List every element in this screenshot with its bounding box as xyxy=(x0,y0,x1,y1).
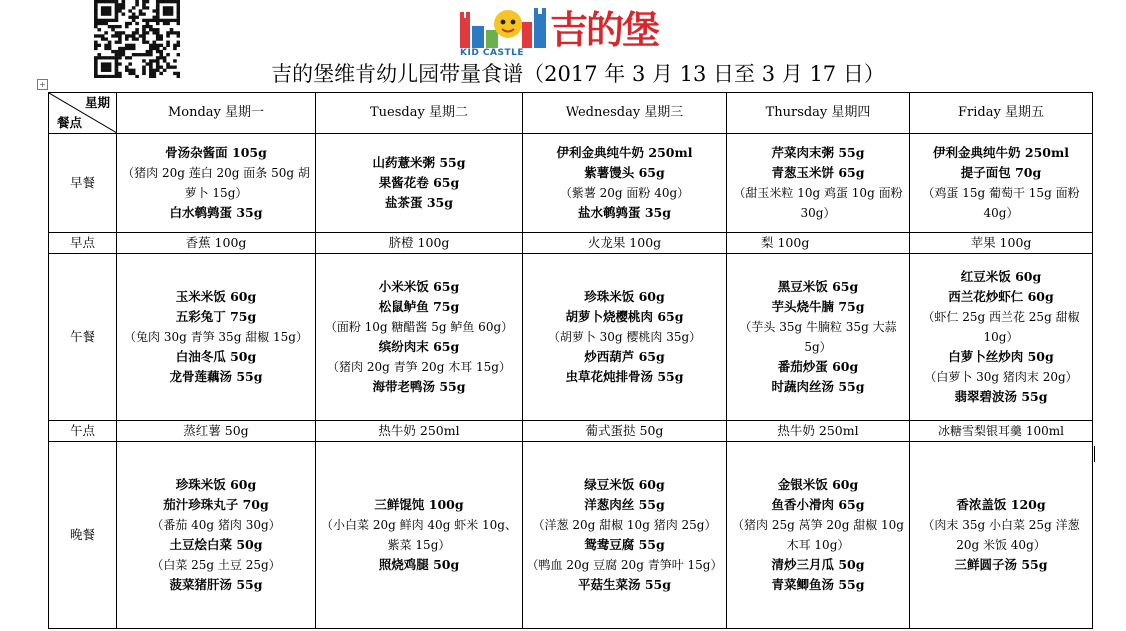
dish-line: 炒西葫芦 65g xyxy=(584,349,665,364)
meal-label-dinner: 晚餐 xyxy=(49,442,117,629)
afternoon-snack-thursday: 热牛奶 250ml xyxy=(727,421,910,442)
dish-line: 芹菜肉末粥 55g xyxy=(771,145,865,160)
dish-line: 海带老鸭汤 55g xyxy=(372,379,466,394)
dish-line: 照烧鸡腿 50g xyxy=(378,557,460,572)
dish-line: 果酱花卷 65g xyxy=(378,175,460,190)
weekly-menu-table xyxy=(48,92,1093,629)
lunch-monday xyxy=(117,254,316,421)
ingredient-line: （肉末 35g 小白菜 25g 洋葱 20g 米饭 40g） xyxy=(922,518,1080,552)
dish-line: 菠菜猪肝汤 55g xyxy=(169,577,263,592)
dish-line: 清炒三月瓜 50g xyxy=(771,557,865,572)
kid-castle-logo xyxy=(458,4,668,62)
dish-line: 鸳鸯豆腐 55g xyxy=(584,537,665,552)
ingredient-line: （面粉 10g 糖醋酱 5g 鲈鱼 60g） xyxy=(324,320,514,334)
dish-line: 金银米饭 60g xyxy=(777,477,859,492)
dish-line: 盐水鹌鹑蛋 35g xyxy=(578,205,671,220)
ingredient-line: （鸭血 20g 豆腐 20g 青笋叶 15g） xyxy=(526,558,723,572)
meal-label-breakfast: 早餐 xyxy=(49,134,117,233)
corner-meal-label: 餐点 xyxy=(57,115,83,130)
ingredient-line: （猪肉 20g 莲白 20g 面条 50g 胡萝卜 15g） xyxy=(122,166,310,200)
corner-weekday-label: 星期 xyxy=(84,95,110,110)
breakfast-monday xyxy=(117,134,316,233)
ingredient-line: （洋葱 20g 甜椒 10g 猪肉 25g） xyxy=(532,518,717,532)
ingredient-line: （紫薯 20g 面粉 40g） xyxy=(559,186,690,200)
morning-snack-friday: 苹果 100g xyxy=(910,233,1093,254)
morning-snack-row xyxy=(49,233,1093,254)
dish-line: 土豆烩白菜 50g xyxy=(169,537,263,552)
dish-line: 番茄炒蛋 60g xyxy=(777,359,859,374)
meal-label-afternoon-snack: 午点 xyxy=(49,421,117,442)
dinner-wednesday xyxy=(523,442,727,629)
dish-line: 五彩兔丁 75g xyxy=(175,309,257,324)
dish-line: 小米米饭 65g xyxy=(378,279,460,294)
afternoon-snack-wednesday: 葡式蛋挞 50g xyxy=(523,421,727,442)
ingredient-line: （芋头 35g 牛腩粒 35g 大蒜 5g） xyxy=(739,320,897,354)
dish-line: 时蔬肉丝汤 55g xyxy=(771,379,865,394)
dish-line: 白油冬瓜 50g xyxy=(175,349,257,364)
logo-subtitle: KID CASTLE xyxy=(460,48,525,58)
day-header-monday: Monday 星期一 xyxy=(117,93,316,134)
dish-line: 平菇生菜汤 55g xyxy=(578,577,671,592)
dish-line: 红豆米饭 60g xyxy=(960,269,1042,284)
text-cursor xyxy=(1094,446,1095,462)
dish-line: 松鼠鲈鱼 75g xyxy=(378,299,460,314)
dinner-friday xyxy=(910,442,1093,629)
lunch-row xyxy=(49,254,1093,421)
dish-line: 鱼香小滑肉 65g xyxy=(771,497,865,512)
dish-line: 青菜鲫鱼汤 55g xyxy=(771,577,865,592)
afternoon-snack-monday: 蒸红薯 50g xyxy=(117,421,316,442)
ingredient-line: （兔肉 30g 青笋 35g 甜椒 15g） xyxy=(124,330,308,344)
day-header-tuesday: Tuesday 星期二 xyxy=(316,93,523,134)
dish-line: 提子面包 70g xyxy=(960,165,1042,180)
logo-name: 吉的堡 xyxy=(550,8,659,52)
dish-line: 茄汁珍珠丸子 70g xyxy=(163,497,269,512)
ingredient-line: （猪肉 20g 青笋 20g 木耳 15g） xyxy=(327,360,511,374)
dish-line: 青葱玉米饼 65g xyxy=(771,165,865,180)
morning-snack-tuesday: 脐橙 100g xyxy=(316,233,523,254)
morning-snack-monday: 香蕉 100g xyxy=(117,233,316,254)
ingredient-line: （鸡蛋 15g 葡萄干 15g 面粉 40g） xyxy=(922,186,1080,220)
morning-snack-wednesday: 火龙果 100g xyxy=(523,233,727,254)
dish-line: 玉米米饭 60g xyxy=(175,289,257,304)
dish-line: 翡翠碧波汤 55g xyxy=(954,389,1048,404)
castle-icon xyxy=(458,4,554,50)
header-row xyxy=(49,93,1093,134)
meal-label-lunch: 午餐 xyxy=(49,254,117,421)
afternoon-snack-tuesday: 热牛奶 250ml xyxy=(316,421,523,442)
day-header-friday: Friday 星期五 xyxy=(910,93,1093,134)
dish-line: 西兰花炒虾仁 60g xyxy=(948,289,1054,304)
afternoon-snack-friday: 冰糖雪梨银耳羹 100ml xyxy=(910,421,1093,442)
dish-line: 紫薯馒头 65g xyxy=(584,165,665,180)
dish-line: 盐茶蛋 35g xyxy=(385,195,453,210)
dinner-monday xyxy=(117,442,316,629)
dinner-tuesday xyxy=(316,442,523,629)
ingredient-line: （虾仁 25g 西兰花 25g 甜椒 10g） xyxy=(922,310,1080,344)
dish-line: 白萝卜丝炒肉 50g xyxy=(948,349,1054,364)
ingredient-line: （白菜 25g 土豆 25g） xyxy=(151,558,281,572)
breakfast-tuesday xyxy=(316,134,523,233)
breakfast-thursday xyxy=(727,134,910,233)
dinner-row xyxy=(49,442,1093,629)
breakfast-row xyxy=(49,134,1093,233)
ingredient-line: （甜玉米粒 10g 鸡蛋 10g 面粉 30g） xyxy=(733,186,903,220)
dish-line: 龙骨莲藕汤 55g xyxy=(169,369,263,384)
afternoon-snack-row xyxy=(49,421,1093,442)
page-title: 吉的堡维肯幼儿园带量食谱（2017 年 3 月 13 日至 3 月 17 日） xyxy=(271,62,885,86)
dish-line: 白水鹌鹑蛋 35g xyxy=(169,205,263,220)
lunch-tuesday xyxy=(316,254,523,421)
lunch-thursday xyxy=(727,254,910,421)
dish-line: 缤纷肉末 65g xyxy=(378,339,460,354)
breakfast-wednesday xyxy=(523,134,727,233)
lunch-friday xyxy=(910,254,1093,421)
dish-line: 虫草花炖排骨汤 55g xyxy=(565,369,684,384)
ingredient-line: （小白菜 20g 鲜肉 40g 虾米 10g、紫菜 15g） xyxy=(321,518,517,552)
dish-line: 洋葱肉丝 55g xyxy=(584,497,665,512)
dish-line: 山药薏米粥 55g xyxy=(372,155,466,170)
breakfast-friday xyxy=(910,134,1093,233)
day-header-thursday: Thursday 星期四 xyxy=(727,93,910,134)
ingredient-line: （胡萝卜 30g 樱桃肉 35g） xyxy=(547,330,702,344)
dish-line: 黑豆米饭 65g xyxy=(777,279,859,294)
morning-snack-thursday: 梨 100g xyxy=(727,233,910,254)
dish-line: 骨汤杂酱面 105g xyxy=(165,145,267,160)
dish-line: 伊利金典纯牛奶 250ml xyxy=(556,145,693,160)
ingredient-line: （白萝卜 30g 猪肉末 20g） xyxy=(924,370,1078,384)
day-header-wednesday: Wednesday 星期三 xyxy=(523,93,727,134)
dish-line: 珍珠米饭 60g xyxy=(584,289,665,304)
ingredient-line: （番茄 40g 猪肉 30g） xyxy=(151,518,281,532)
dish-line: 香浓盖饭 120g xyxy=(956,497,1046,512)
corner-cell xyxy=(49,93,117,134)
dish-line: 珍珠米饭 60g xyxy=(175,477,257,492)
meal-label-morning-snack: 早点 xyxy=(49,233,117,254)
dish-line: 三鲜馄饨 100g xyxy=(374,497,464,512)
dinner-thursday xyxy=(727,442,910,629)
ingredient-line: （猪肉 25g 莴笋 20g 甜椒 10g 木耳 10g） xyxy=(732,518,904,552)
dish-line: 芋头烧牛腩 75g xyxy=(771,299,865,314)
dish-line: 三鲜圆子汤 55g xyxy=(954,557,1048,572)
dish-line: 绿豆米饭 60g xyxy=(584,477,665,492)
table-move-handle-icon[interactable]: + xyxy=(37,79,48,90)
lunch-wednesday xyxy=(523,254,727,421)
dish-line: 胡萝卜烧樱桃肉 65g xyxy=(565,309,684,324)
dish-line: 伊利金典纯牛奶 250ml xyxy=(933,145,1069,160)
